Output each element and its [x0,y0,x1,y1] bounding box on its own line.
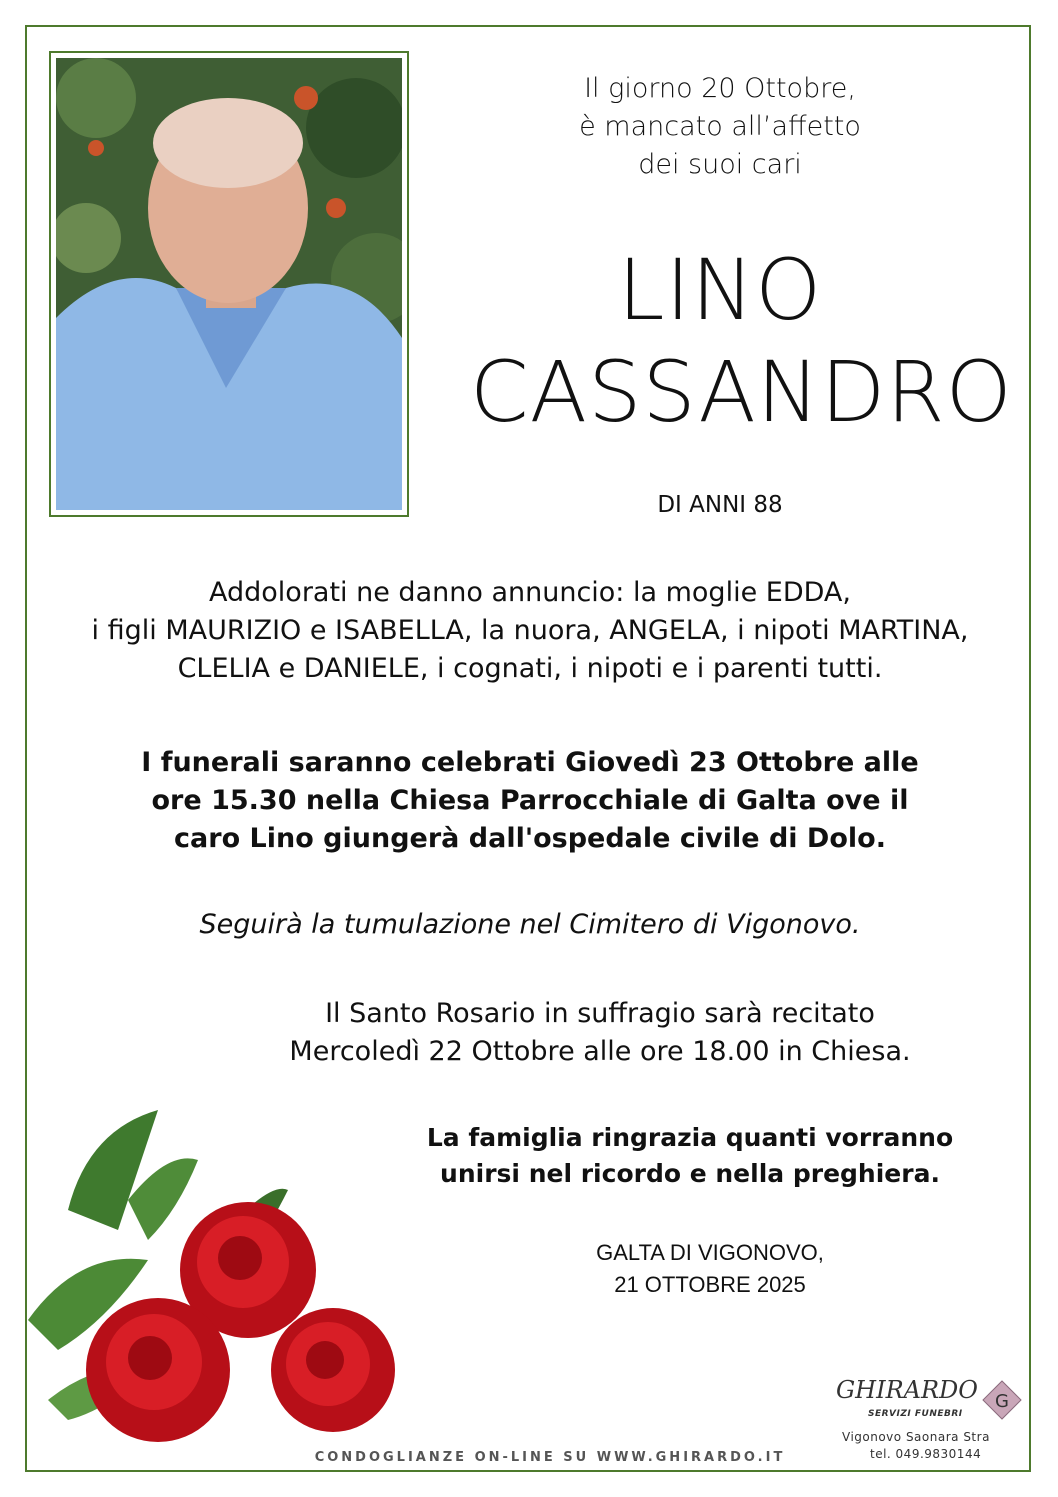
rosary-line: Il Santo Rosario in suffragio sarà recitato [325,998,875,1029]
roses-illustration [28,1090,428,1470]
rose [271,1308,395,1432]
announcement-line: Addolorati ne danno annuncio: la moglie EDDA, [209,577,851,608]
funeral-line: caro Lino giungerà dall'ospedale civile di Dolo. [174,823,886,854]
thanks-line: La famiglia ringrazia quanti vorranno [426,1123,954,1152]
portrait-image [56,58,402,510]
logo-phone: tel. 049.9830144 [870,1447,982,1461]
portrait-photo [49,51,409,517]
funeral-line: I funerali saranno celebrati Giovedì 23 Ottobre alle [141,747,919,778]
age-line: DI ANNI 88 [657,492,783,518]
thanks-line: unirsi nel ricordo e nella preghiera. [440,1159,940,1188]
rose-leaf [128,1158,198,1240]
condolences-link[interactable]: CONDOGLIANZE ON-LINE SU WWW.GHIRARDO.IT [314,1450,786,1465]
deceased-first-name: LINO [617,241,823,339]
intro-line: è mancato all’affetto [579,111,861,142]
logo-name: GHIRARDO [836,1376,978,1404]
place-and-date [520,1237,900,1301]
burial-note: Seguirà la tumulazione nel Cimitero di Vigonovo. [199,909,861,940]
rosary-line: Mercoledì 22 Ottobre alle ore 18.00 in Chiesa. [289,1036,911,1067]
logo-towns: Vigonovo Saonara Stra [842,1430,990,1444]
intro-text [560,70,880,184]
rose [86,1298,230,1442]
date: 21 OTTOBRE 2025 [614,1272,806,1297]
funeral-details [130,744,930,858]
place: GALTA DI VIGONOVO, [596,1240,824,1265]
logo-subtitle: SERVIZI FUNEBRI [868,1409,963,1419]
funeral-line: ore 15.30 nella Chiesa Parrocchiale di Galta ove il [151,785,909,816]
announcement [80,574,980,688]
announcement-line: CLELIA e DANIELE, i cognati, i nipoti e i parenti tutti. [177,653,883,684]
deceased-last-name: CASSANDRO [470,343,1013,441]
intro-line: dei suoi cari [638,149,802,180]
rosary-note [250,995,950,1071]
family-thanks [400,1120,980,1192]
logo-mark-letter: G [995,1391,1009,1412]
logo-diamond-icon [982,1380,1022,1420]
intro-line: Il giorno 20 Ottobre, [584,73,856,104]
announcement-line: i figli MAURIZIO e ISABELLA, la nuora, ANGELA, i nipoti MARTINA, [91,615,969,646]
funeral-home-logo [836,1376,1026,1466]
